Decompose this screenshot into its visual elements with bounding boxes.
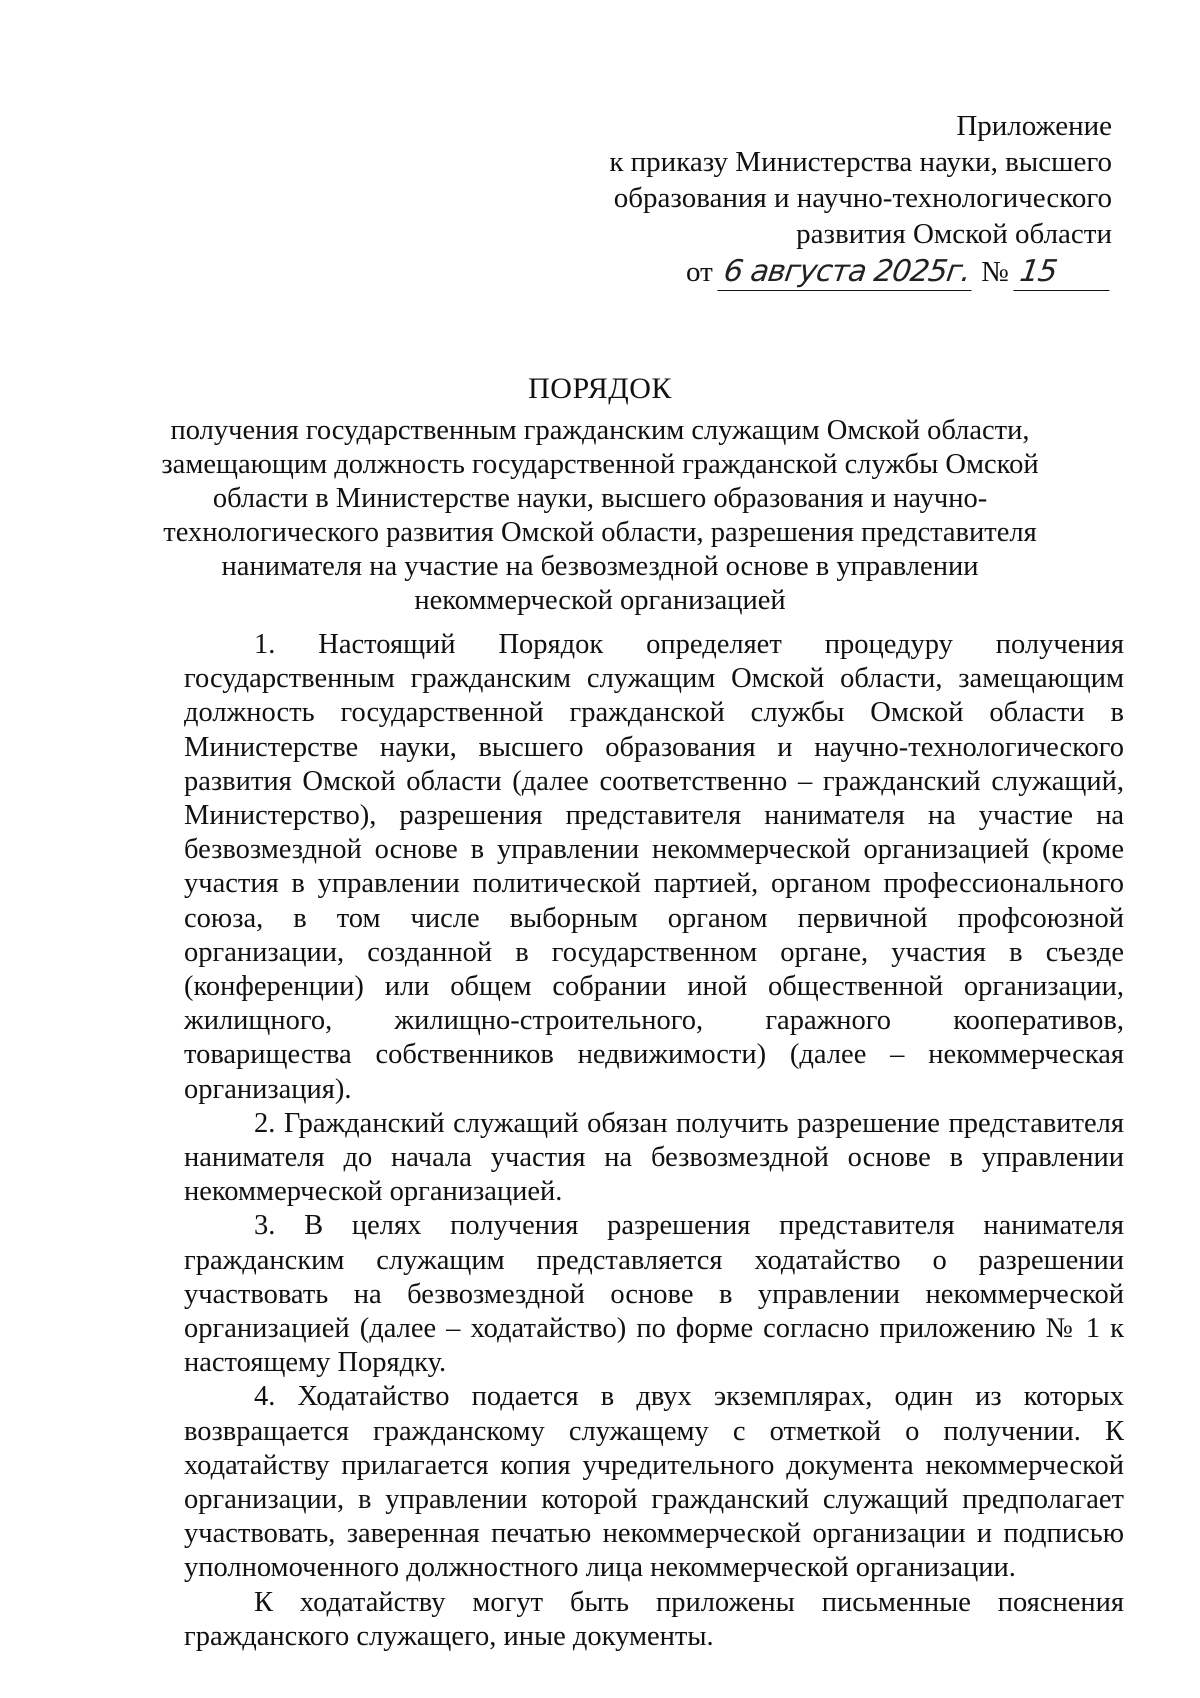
handwritten-date: 6 августа 2025г. bbox=[717, 254, 976, 291]
handwritten-number: 15 bbox=[1013, 254, 1114, 291]
document-body bbox=[184, 628, 1124, 1654]
paragraph-5: К ходатайству могут быть приложены письменные пояснения гражданского служащего, иные документы. bbox=[184, 1586, 1124, 1652]
paragraph-3: 3. В целях получения разрешения представителя нанимателя гражданским служащим представляется ходатайство о разрешении участвовать на безвозмездной основе в управлении некоммерческой организацией (далее – ходатайство) по форме согласно приложению № 1 к настоящему Порядку. bbox=[184, 1210, 1124, 1379]
appendix-line: к приказу Министерства науки, высшего bbox=[609, 146, 1112, 178]
subtitle-line: нанимателя на участие на безвозмездной основе в управлении bbox=[221, 551, 979, 582]
appendix-line: развития Омской области bbox=[796, 218, 1112, 250]
subtitle-line: некоммерческой организацией bbox=[414, 585, 786, 616]
subtitle-line: получения государственным гражданским служащим Омской области, bbox=[170, 415, 1030, 446]
appendix-header bbox=[552, 108, 1112, 291]
document-title: ПОРЯДОК bbox=[528, 372, 672, 405]
appendix-line: образования и научно-технологического bbox=[613, 182, 1112, 214]
paragraph-2: 2. Гражданский служащий обязан получить разрешение представителя нанимателя до начала участия на безвозмездной основе в управлении некоммерческой организацией. bbox=[184, 1107, 1124, 1208]
date-prefix: от bbox=[686, 256, 713, 288]
subtitle-line: технологического развития Омской области, разрешения представителя bbox=[163, 517, 1037, 548]
order-date-line bbox=[552, 254, 1112, 291]
number-sign: № bbox=[981, 256, 1009, 288]
document-subtitle bbox=[150, 414, 1050, 618]
subtitle-line: замещающим должность государственной гражданской службы Омской bbox=[161, 449, 1039, 480]
title-block bbox=[150, 370, 1050, 618]
appendix-line: Приложение bbox=[956, 110, 1112, 142]
paragraph-4: 4. Ходатайство подается в двух экземплярах, один из которых возвращается гражданскому служащему с отметкой о получении. К ходатайству прилагается копия учредительного документа некоммерческой организации, в управлении которой гражданский служащий предполагает участвовать, заверенная печатью некоммерческой организации и подписью уполномоченного должностного лица некоммерческой организации. bbox=[184, 1381, 1124, 1584]
paragraph-1: 1. Настоящий Порядок определяет процедуру получения государственным гражданским служащим Омской области, замещающим должность государственной гражданской службы Омской области в Министерстве науки, высшего образования и научно-технологического развития Омской области (далее соответственно – гражданский служащий, Министерство), разрешения представителя нанимателя на участие на безвозмездной основе в управлении некоммерческой организацией (кроме участия в управлении политической партией, органом профессионального союза, в том числе выборным органом первичной профсоюзной организации, созданной в государственном органе, участия в съезде (конференции) или общем собрании иной общественной организации, жилищного, жилищно-строительного, гаражного кооперативов, товарищества собственников недвижимости) (далее – некоммерческая организация). bbox=[184, 629, 1124, 1105]
subtitle-line: области в Министерстве науки, высшего образования и научно- bbox=[212, 483, 988, 514]
